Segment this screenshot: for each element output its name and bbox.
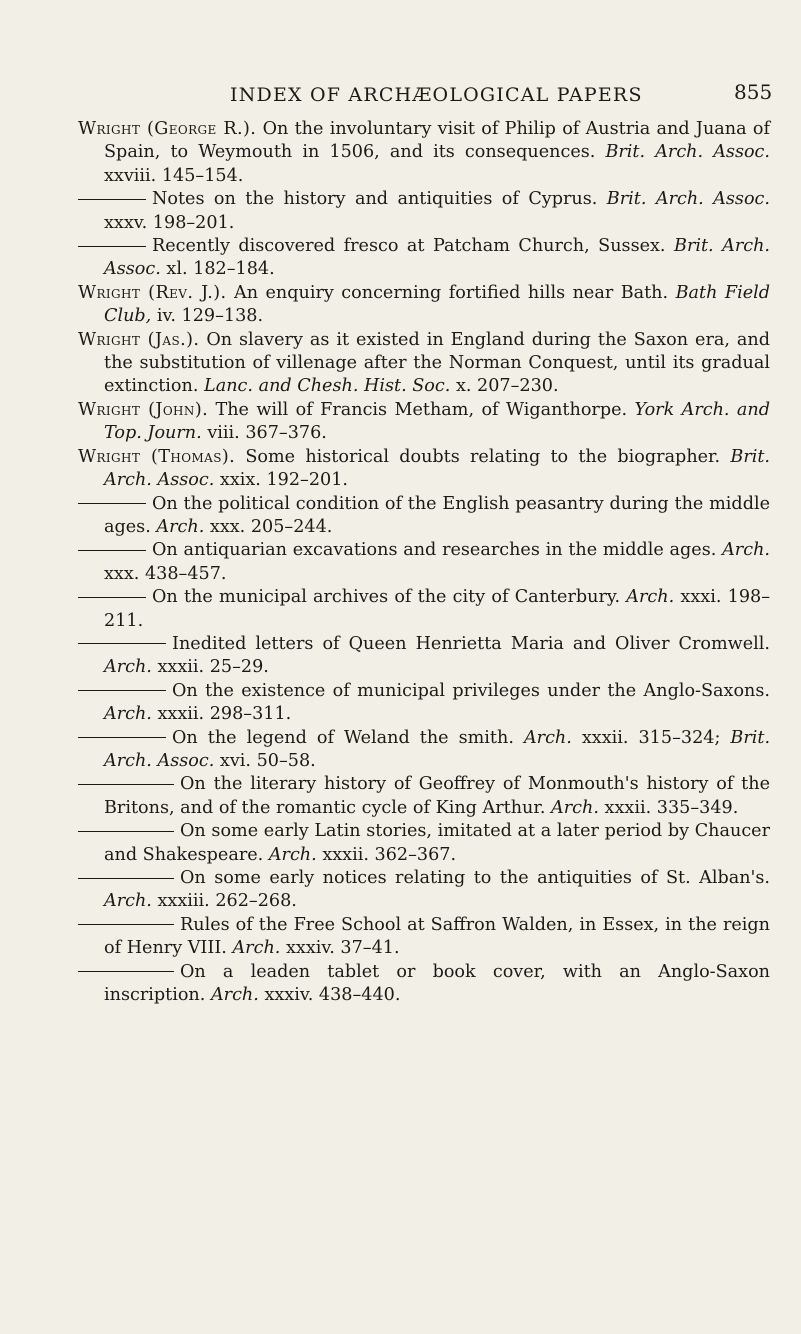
index-entry bbox=[78, 446, 770, 493]
entry-title: Rules of the Free School at Saffron Walden, in Essex, in the reign of Henry VIII. bbox=[104, 914, 770, 959]
ditto-dash bbox=[78, 503, 146, 504]
index-entry bbox=[78, 188, 770, 235]
entry-source-secondary: Brit. Arch. Assoc. bbox=[104, 727, 771, 771]
ditto-dash bbox=[78, 690, 166, 691]
entry-title: On a leaden tablet or book cover, with an Anglo-Saxon inscription. bbox=[104, 961, 770, 1006]
entry-ref: xxxii. 298–311. bbox=[157, 704, 292, 725]
entry-ref: xxviii. 145–154. bbox=[104, 165, 244, 186]
entry-author: Wright (George R.). bbox=[78, 119, 257, 139]
entry-title: On some early Latin stories, imitated at a later period by Chaucer and Shakespeare. bbox=[104, 821, 770, 865]
entry-ref: xxxii. 25–29. bbox=[157, 657, 269, 678]
index-entry bbox=[78, 914, 770, 961]
entry-title: On the existence of municipal privileges under the Anglo-Saxons. bbox=[172, 680, 770, 701]
entry-title: On the involuntary visit of Philip of Austria and Juana of Spain, to Weymouth in 1506, and its consequences. bbox=[104, 119, 770, 163]
index-entries bbox=[78, 118, 770, 1007]
entry-title: On antiquarian excavations and researches in the middle ages. bbox=[152, 540, 717, 561]
entry-source: Arch. bbox=[551, 797, 599, 818]
index-entry bbox=[78, 235, 770, 282]
index-entry bbox=[78, 399, 770, 446]
ditto-dash bbox=[78, 199, 146, 200]
entry-ref: xxxii. 362–367. bbox=[322, 844, 457, 865]
entry-title: Notes on the history and antiquities of Cyprus. bbox=[152, 189, 598, 210]
ditto-dash bbox=[78, 597, 146, 598]
ditto-dash bbox=[78, 878, 174, 879]
entry-ref: xxxiv. 37–41. bbox=[285, 938, 400, 959]
entry-author: Wright (John). bbox=[78, 399, 209, 420]
entry-title: On the literary history of Geoffrey of Monmouth's history of the Britons, and of the romantic cycle of King Arthur. bbox=[104, 774, 770, 818]
ditto-dash bbox=[78, 737, 166, 738]
entry-ref: xxx. 438–457. bbox=[104, 563, 227, 584]
entry-ref: xxxv. 198–201. bbox=[104, 212, 235, 233]
entry-title: An enquiry concerning fortified hills near Bath. bbox=[234, 282, 669, 303]
index-entry bbox=[78, 820, 770, 867]
ditto-dash bbox=[78, 971, 174, 972]
entry-source: Lanc. and Chesh. Hist. Soc. bbox=[204, 376, 451, 397]
entry-ref: xxxii. 335–349. bbox=[604, 797, 739, 818]
entry-title: On the political condition of the English peasantry during the middle ages. bbox=[104, 493, 770, 537]
entry-ref: xxxii. 315–324; bbox=[581, 727, 721, 748]
page-number: 855 bbox=[734, 80, 773, 104]
index-entry bbox=[78, 633, 770, 680]
index-entry bbox=[78, 586, 770, 633]
entry-source: Brit. Arch. Assoc. bbox=[606, 189, 770, 210]
page-header bbox=[0, 80, 801, 112]
index-entry bbox=[78, 680, 770, 727]
entry-ref: xxxiv. 438–440. bbox=[264, 985, 401, 1006]
entry-source: Arch. bbox=[104, 657, 152, 678]
entry-title: Inedited letters of Queen Henrietta Maria and Oliver Cromwell. bbox=[172, 633, 770, 654]
entry-source: Brit. Arch. Assoc. bbox=[104, 446, 771, 491]
index-entry bbox=[78, 727, 770, 774]
entry-source: Arch. bbox=[156, 516, 205, 537]
entry-source: Bath Field Club, bbox=[104, 282, 771, 327]
entry-title: On some early notices relating to the antiquities of St. Alban's. bbox=[180, 868, 770, 888]
entry-author: Wright (Jas.). bbox=[78, 329, 200, 350]
entry-ref: iv. 129–138. bbox=[156, 306, 264, 327]
entry-ref: xxxi. 198–211. bbox=[104, 587, 770, 631]
running-title: INDEX OF ARCHÆOLOGICAL PAPERS bbox=[230, 84, 643, 106]
entry-ref: xxix. 192–201. bbox=[219, 470, 349, 491]
entry-source: Arch. bbox=[232, 938, 281, 959]
entry-ref: xxxiii. 262–268. bbox=[157, 891, 297, 912]
index-entry bbox=[78, 329, 770, 399]
entry-author: Wright (Thomas). bbox=[78, 446, 236, 467]
entry-ref-secondary: xvi. 50–58. bbox=[219, 750, 316, 771]
entry-source: Arch. bbox=[268, 844, 317, 865]
index-entry bbox=[78, 961, 770, 1008]
entry-author: Wright (Rev. J.). bbox=[78, 282, 227, 303]
index-entry bbox=[78, 867, 770, 914]
entry-title: Some historical doubts relating to the biographer. bbox=[245, 446, 721, 467]
entry-source: Brit. Arch. Assoc. bbox=[605, 142, 771, 163]
index-entry bbox=[78, 282, 770, 329]
index-entry bbox=[78, 539, 770, 586]
entry-title: On the municipal archives of the city of Canterbury. bbox=[152, 587, 621, 608]
entry-ref: x. 207–230. bbox=[455, 376, 559, 397]
entry-source: Arch. bbox=[210, 985, 259, 1006]
ditto-dash bbox=[78, 550, 146, 551]
entry-title: On the legend of Weland the smith. bbox=[172, 727, 514, 748]
index-entry bbox=[78, 118, 770, 188]
entry-source: Brit. Arch. Assoc. bbox=[104, 236, 771, 280]
entry-source: York Arch. and Top. Journ. bbox=[104, 399, 770, 444]
ditto-dash bbox=[78, 831, 174, 832]
ditto-dash bbox=[78, 643, 166, 644]
ditto-dash bbox=[78, 924, 174, 925]
ditto-dash bbox=[78, 784, 174, 785]
entry-source: Arch. bbox=[722, 540, 770, 561]
index-entry bbox=[78, 493, 770, 540]
index-entry bbox=[78, 773, 770, 820]
entry-ref: xl. 182–184. bbox=[166, 259, 275, 280]
entry-title: The will of Francis Metham, of Wiganthorpe. bbox=[215, 399, 628, 420]
entry-title: Recently discovered fresco at Patcham Church, Sussex. bbox=[152, 236, 666, 257]
entry-ref: viii. 367–376. bbox=[207, 423, 327, 444]
entry-ref: xxx. 205–244. bbox=[209, 516, 333, 537]
entry-source: Arch. bbox=[626, 587, 675, 608]
entry-title: On slavery as it existed in England during the Saxon era, and the substitution of villenage after the Norman Conquest, until its gradual extinction. bbox=[104, 329, 770, 397]
entry-source: Arch. bbox=[523, 727, 572, 748]
entry-source: Arch. bbox=[104, 891, 152, 912]
ditto-dash bbox=[78, 246, 146, 247]
entry-source: Arch. bbox=[104, 704, 152, 725]
